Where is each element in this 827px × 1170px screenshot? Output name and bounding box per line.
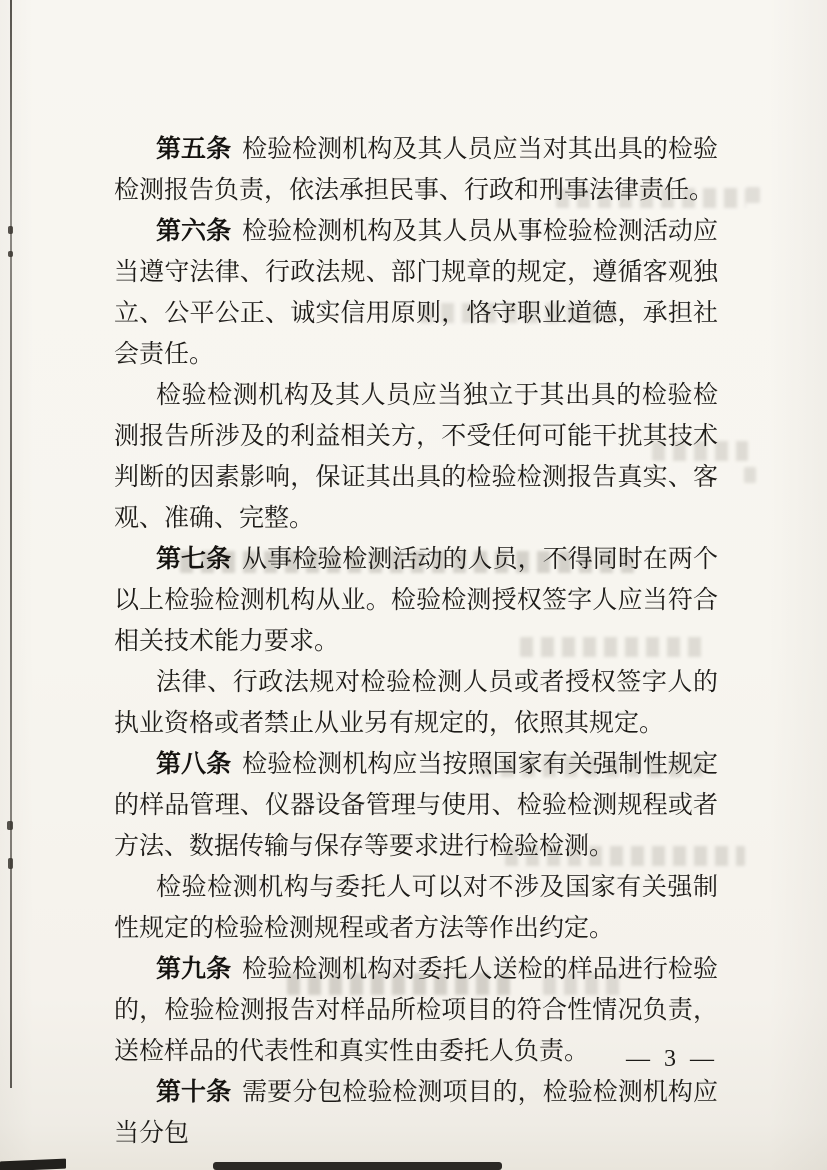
bleedthrough-mark bbox=[746, 187, 760, 203]
article-text: 法律、行政法规对检验检测人员或者授权签字人的执业资格或者禁止从业另有规定的，依照其规定。 bbox=[114, 669, 718, 737]
article-text: 检验检测机构及其人员应当对其出具的检验检测报告负责，依法承担民事、行政和刑事法律责任。 bbox=[114, 136, 718, 204]
page-number: — 3 — bbox=[626, 1046, 718, 1072]
scan-edge-line bbox=[10, 0, 12, 1088]
scan-speck bbox=[7, 821, 13, 830]
scan-bottom-bar bbox=[213, 1162, 502, 1170]
article-text: 检验检测机构应当按照国家有关强制性规定的样品管理、仪器设备管理与使用、检验检测规程或者方法、数据传输与保存等要求进行检验检测。 bbox=[114, 751, 718, 860]
scan-speck bbox=[8, 251, 13, 257]
article-paragraph bbox=[114, 211, 718, 375]
document-body bbox=[114, 129, 718, 1154]
scan-speck bbox=[8, 226, 13, 234]
article-text: 检验检测机构及其人员应当独立于其出具的检验检测报告所涉及的利益相关方，不受任何可能干扰其技术判断的因素影响，保证其出具的检验检测报告真实、客观、准确、完整。 bbox=[114, 382, 718, 532]
article-paragraph bbox=[114, 129, 718, 211]
article-number: 第十条 bbox=[156, 1078, 232, 1106]
article-text: 检验检测机构及其人员从事检验检测活动应当遵守法律、行政法规、部门规章的规定，遵循客观独立、公平公正、诚实信用原则，恪守职业道德，承担社会责任。 bbox=[114, 218, 718, 368]
article-number: 第七条 bbox=[156, 545, 232, 573]
article-text: 从事检验检测活动的人员，不得同时在两个以上检验检测机构从业。检验检测授权签字人应当符合相关技术能力要求。 bbox=[114, 546, 718, 655]
article-text: 需要分包检验检测项目的，检验检测机构应当分包 bbox=[114, 1079, 718, 1147]
article-paragraph bbox=[114, 867, 718, 949]
scan-bottom-bar bbox=[0, 1159, 66, 1170]
article-number: 第八条 bbox=[156, 750, 232, 778]
article-paragraph bbox=[114, 744, 718, 867]
article-paragraph bbox=[114, 662, 718, 744]
article-text: 检验检测机构与委托人可以对不涉及国家有关强制性规定的检验检测规程或者方法等作出约定。 bbox=[114, 874, 718, 942]
bleedthrough-mark bbox=[744, 467, 756, 483]
article-text: 检验检测机构对委托人送检的样品进行检验的，检验检测报告对样品所检项目的符合性情况负责，送检样品的代表性和真实性由委托人负责。 bbox=[114, 956, 718, 1065]
article-number: 第六条 bbox=[156, 217, 232, 245]
article-number: 第五条 bbox=[156, 135, 232, 163]
article-paragraph bbox=[114, 1072, 718, 1154]
article-paragraph bbox=[114, 375, 718, 539]
article-number: 第九条 bbox=[156, 955, 232, 983]
article-paragraph bbox=[114, 539, 718, 662]
scan-speck bbox=[8, 858, 13, 869]
